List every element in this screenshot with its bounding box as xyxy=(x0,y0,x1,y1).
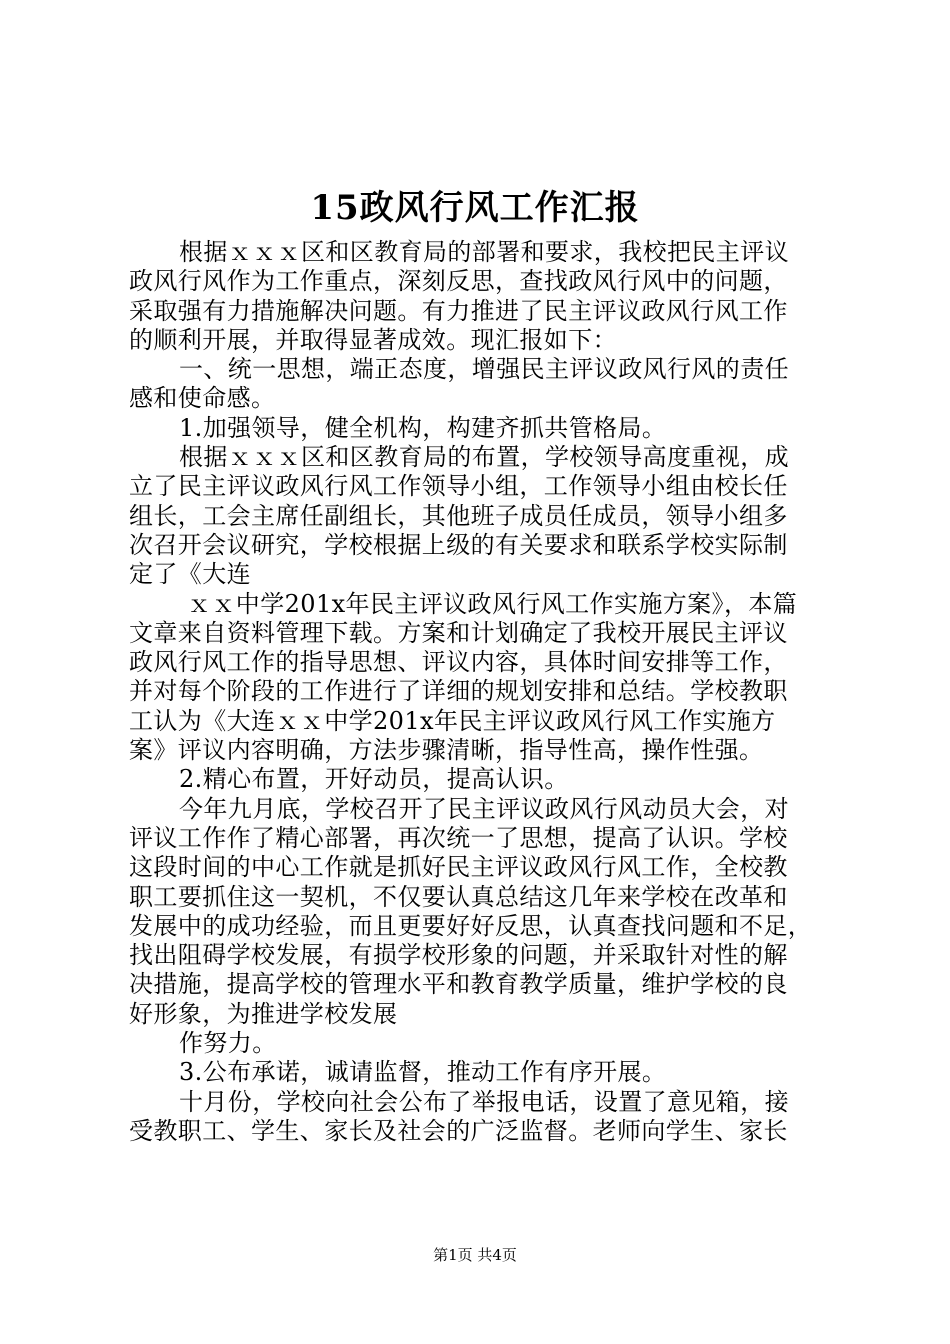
paragraph-line: 定了《大连 xyxy=(129,560,251,589)
subsection-heading: 2.精心布置，开好动员，提高认识。 xyxy=(179,765,569,794)
document-body xyxy=(129,238,829,1146)
paragraph-line: 的顺利开展，并取得显著成效。现汇报如下： xyxy=(129,325,617,354)
paragraph-line: 决措施，提高学校的管理水平和教育教学质量，维护学校的良 xyxy=(129,970,788,999)
paragraph-line: 次召开会议研究，学校根据上级的有关要求和联系学校实际制 xyxy=(129,530,788,559)
paragraph-line: 好形象，为推进学校发展 xyxy=(129,999,398,1028)
document-title: 15政风行风工作汇报 xyxy=(310,188,640,228)
paragraph-line: 政风行风作为工作重点，深刻反思，查找政风行风中的问题， xyxy=(129,267,788,296)
paragraph-line: 工认为《大连ｘｘ中学201x年民主评议政风行风工作实施方 xyxy=(129,706,776,735)
paragraph-line: 评议工作作了精心部署，再次统一了思想，提高了认识。学校 xyxy=(129,823,788,852)
paragraph-line: 职工要抓住这一契机，不仅要认真总结这几年来学校在改革和 xyxy=(129,882,788,911)
paragraph-line: 今年九月底，学校召开了民主评议政风行风动员大会，对 xyxy=(179,794,789,823)
section-heading-line: 一、统一思想，端正态度，增强民主评议政风行风的责任 xyxy=(179,355,789,384)
subsection-heading: 3.公布承诺，诚请监督，推动工作有序开展。 xyxy=(179,1058,667,1087)
paragraph-line: 并对每个阶段的工作进行了详细的规划安排和总结。学校教职 xyxy=(129,677,788,706)
paragraph-line: 根据ｘｘｘ区和区教育局的布置，学校领导高度重视，成 xyxy=(179,443,789,472)
paragraph-line: 十月份，学校向社会公布了举报电话，设置了意见箱，接 xyxy=(179,1087,789,1116)
paragraph-line: 政风行风工作的指导思想、评议内容，具体时间安排等工作， xyxy=(129,648,788,677)
paragraph-line: 这段时间的中心工作就是抓好民主评议政风行风工作，全校教 xyxy=(129,853,788,882)
paragraph-line: 受教职工、学生、家长及社会的广泛监督。老师向学生、家长 xyxy=(129,1116,788,1145)
subsection-heading: 1.加强领导，健全机构，构建齐抓共管格局。 xyxy=(179,413,667,442)
paragraph-line: 文章来自资料管理下载。方案和计划确定了我校开展民主评议 xyxy=(129,618,788,647)
paragraph-line: 找出阻碍学校发展，有损学校形象的问题，并采取针对性的解 xyxy=(129,941,788,970)
paragraph-line: 根据ｘｘｘ区和区教育局的部署和要求，我校把民主评议 xyxy=(179,238,789,266)
paragraph-line: 立了民主评议政风行风工作领导小组，工作领导小组由校长任 xyxy=(129,472,788,501)
section-heading-line: 感和使命感。 xyxy=(129,384,276,413)
paragraph-line: 案》评议内容明确，方法步骤清晰，指导性高，操作性强。 xyxy=(129,736,764,765)
paragraph-line: 组长，工会主席任副组长，其他班子成员任成员，领导小组多 xyxy=(129,501,788,530)
paragraph-line: ｘｘ中学201x年民主评议政风行风工作实施方案》，本篇 xyxy=(187,589,798,618)
paragraph-line: 发展中的成功经验，而且更要好好反思，认真查找问题和不足， xyxy=(129,911,813,940)
paragraph-line: 采取强有力措施解决问题。有力推进了民主评议政风行风工作 xyxy=(129,296,788,325)
paragraph-line: 作努力。 xyxy=(179,1029,277,1058)
page-number-footer: 第1页 共4页 xyxy=(433,1246,517,1264)
